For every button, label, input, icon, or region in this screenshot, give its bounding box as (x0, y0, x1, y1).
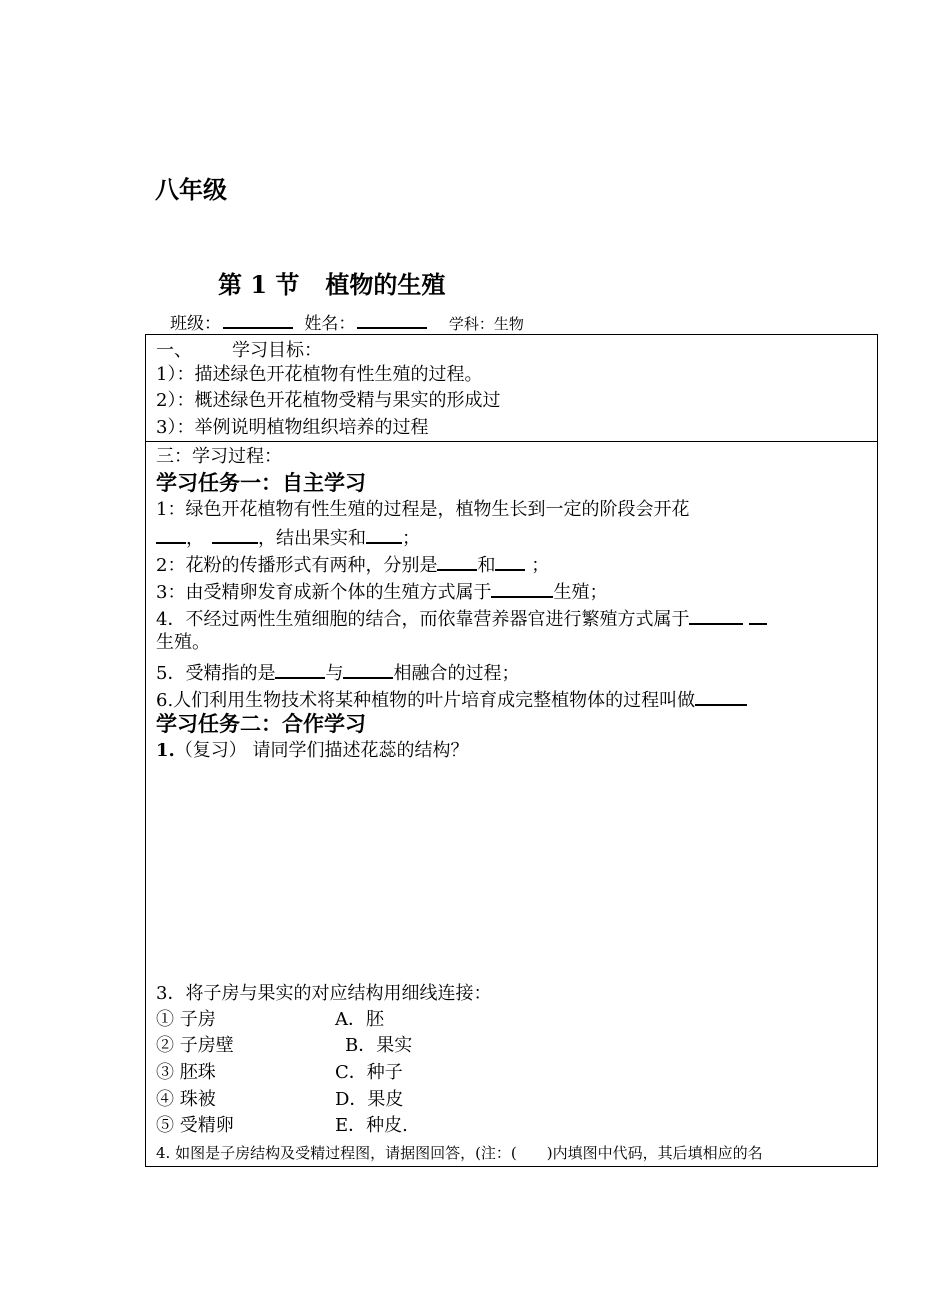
match-left-item: ① 子房 (156, 1009, 216, 1030)
blank[interactable] (275, 659, 325, 679)
blank[interactable] (366, 524, 402, 544)
task2-heading: 学习任务二：合作学习 (156, 712, 366, 736)
match-left-item: ④ 珠被 (156, 1089, 216, 1110)
cooperative-question-4: 4. 如图是子房结构及受精过程图，请据图回答，(注：( )内填图中代码，其后填相应的名 (156, 1144, 763, 1162)
question-4-line2: 生殖。 (156, 632, 210, 653)
blank[interactable] (212, 524, 258, 544)
objectives-box (145, 334, 878, 442)
blank[interactable] (495, 551, 525, 571)
subject-label: 学科：生物 (448, 315, 524, 333)
question-1-line1: 1：绿色开花植物有性生殖的过程是，植物生长到一定的阶段会开花 (156, 499, 690, 520)
blank[interactable] (695, 686, 747, 706)
match-left-item: ⑤ 受精卵 (156, 1115, 234, 1136)
blank[interactable] (749, 605, 767, 625)
blank[interactable] (491, 578, 553, 598)
cooperative-question-3: 3．将子房与果实的对应结构用细线连接： (156, 983, 492, 1004)
name-label: 姓名： (304, 314, 356, 334)
blank[interactable] (437, 551, 477, 571)
question-6: 6.人们利用生物技术将某种植物的叶片培育成完整植物体的过程叫做 (156, 686, 747, 713)
question-3: 3：由受精卵发育成新个体的生殖方式属于 生殖； (156, 578, 607, 605)
process-box (145, 441, 878, 1167)
grade-heading: 八年级 (155, 176, 227, 204)
objectives-heading: 一、 学习目标： (156, 340, 322, 361)
objective-item: 1）：描述绿色开花植物有性生殖的过程。 (156, 364, 483, 385)
blank[interactable] (156, 524, 186, 544)
match-right-item: A．胚 (335, 1009, 384, 1030)
task1-heading: 学习任务一：自主学习 (156, 471, 366, 495)
match-right-item: B．果实 (345, 1035, 413, 1056)
match-left-item: ② 子房壁 (156, 1035, 234, 1056)
question-4-line1: 4．不经过两性生殖细胞的结合，而依靠营养器官进行繁殖方式属于 (156, 605, 767, 632)
objective-item: 2）：概述绿色开花植物受精与果实的形成过 (156, 390, 501, 411)
match-right-item: E．种皮. (335, 1115, 408, 1136)
student-info-row (170, 309, 524, 334)
section-title: 植物的生殖 (325, 270, 446, 299)
question-2: 2：花粉的传播形式有两种，分别是 和 ； (156, 551, 549, 578)
cooperative-question-1: 1.（复习） 请同学们描述花蕊的结构？ (156, 740, 469, 761)
blank[interactable] (343, 659, 393, 679)
process-heading: 三：学习过程： (156, 446, 282, 467)
match-right-item: C．种子 (335, 1062, 403, 1083)
name-blank[interactable] (357, 311, 427, 329)
class-blank[interactable] (223, 311, 293, 329)
objective-item: 3）：举例说明植物组织培养的过程 (156, 417, 429, 438)
section-number: 第 1 节 (218, 270, 300, 299)
question-5: 5．受精指的是 与 相融合的过程； (156, 659, 519, 686)
class-label: 班级： (170, 314, 221, 334)
match-right-item: D．果皮 (335, 1089, 404, 1110)
match-left-item: ③ 胚珠 (156, 1062, 216, 1083)
blank[interactable] (689, 605, 743, 625)
question-1-line2: ， ，结出果实和 ； (156, 524, 420, 551)
lesson-title (218, 265, 445, 300)
